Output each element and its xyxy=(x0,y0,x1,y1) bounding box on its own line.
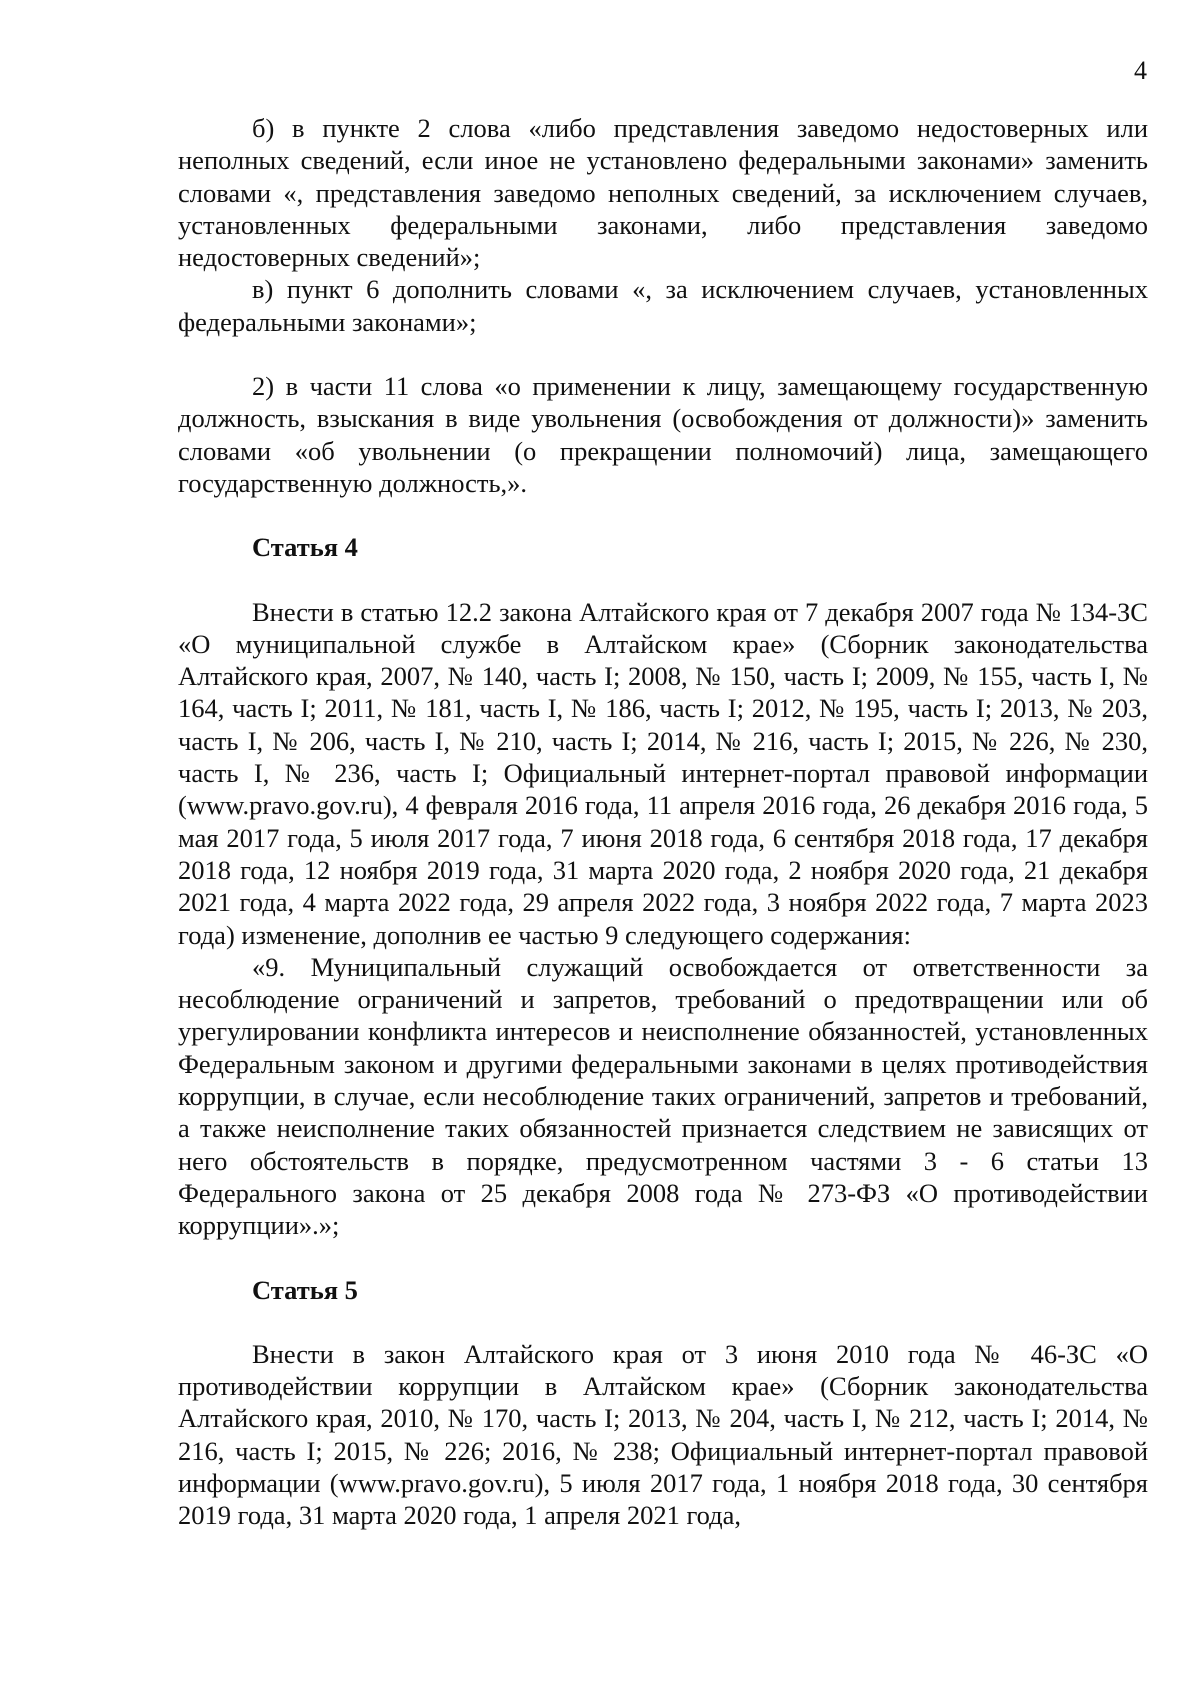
spacer xyxy=(178,564,1148,596)
paragraph-item-2: 2) в части 11 слова «о применении к лицу, замещающему государственную должность, взыскания в виде увольнения (освобождения от должности)» заменить словами «об увольнении (о прекращении полномочий) лица, замещающего государственную должность,». xyxy=(178,371,1148,498)
article-4-intro: Внести в статью 12.2 закона Алтайского края от 7 декабря 2007 года № 134-ЗС «О муниципальной службе в Алтайском крае» (Сборник законодательства Алтайского края, 2007, № 140, часть I; 2008, № 150, часть I; 2009, № 155, часть I, № 164, часть I; 2011, № 181, часть I, № 186, часть I; 2012, № 195, часть I; 2013, № 203, часть I, № 206, часть I, № 210, часть I; 2014, № 216, часть I; 2015, № 226, № 230, часть I, № 236, часть I; Официальный интернет-портал правовой информации (www.pravo.gov.ru), 4 февраля 2016 года, 11 апреля 2016 года, 26 декабря 2016 года, 5 мая 2017 года, 5 июля 2017 года, 7 июня 2018 года, 6 сентября 2018 года, 17 декабря 2018 года, 12 ноября 2019 года, 31 марта 2020 года, 2 ноября 2020 года, 21 декабря 2021 года, 4 марта 2022 года, 29 апреля 2022 года, 3 ноября 2022 года, 7 марта 2023 года) изменение, дополнив ее частью 9 следующего содержания: xyxy=(178,596,1148,950)
paragraph-item-b: б) в пункте 2 слова «либо представления заведомо недостоверных или неполных сведений, если иное не установлено федеральными законами» заменить словами «, представления заведомо неполных сведений, за исключением случаев, установленных федеральными законами, либо представления заведомо недостоверных сведений»; xyxy=(178,113,1148,273)
spacer xyxy=(178,338,1148,370)
page-number: 4 xyxy=(1134,56,1147,85)
paragraph-item-v: в) пункт 6 дополнить словами «, за исключением случаев, установленных федеральными законами»; xyxy=(178,274,1148,337)
article-5-intro: Внести в закон Алтайского края от 3 июня 2010 года № 46-ЗС «О противодействии коррупции в Алтайском крае» (Сборник законодательства Алтайского края, 2010, № 170, часть I; 2013, № 204, часть I, № 212, часть I; 2014, № 216, часть I; 2015, № 226; 2016, № 238; Официальный интернет-портал правовой информации (www.pravo.gov.ru), 5 июля 2017 года, 1 ноября 2018 года, 30 сентября 2019 года, 31 марта 2020 года, 1 апреля 2021 года, xyxy=(178,1338,1148,1531)
article-4-part-9: «9. Муниципальный служащий освобождается от ответственности за несоблюдение ограничений и запретов, требований о предотвращении или об урегулировании конфликта интересов и неисполнение обязанностей, установленных Федеральным законом и другими федеральными законами в целях противодействия коррупции, в случае, если несоблюдение таких ограничений, запретов и требований, а также неисполнение таких обязанностей признается следствием не зависящих от него обстоятельств в порядке, предусмотренном частями 3 - 6 статьи 13 Федерального закона от 25 декабря 2008 года № 273-ФЗ «О противодействии коррупции».»; xyxy=(178,951,1148,1241)
spacer xyxy=(178,1242,1148,1274)
document-body xyxy=(178,112,1148,1532)
article-4-heading: Статья 4 xyxy=(252,532,358,563)
article-5-heading: Статья 5 xyxy=(252,1274,358,1305)
spacer xyxy=(178,499,1148,531)
spacer xyxy=(178,1306,1148,1338)
